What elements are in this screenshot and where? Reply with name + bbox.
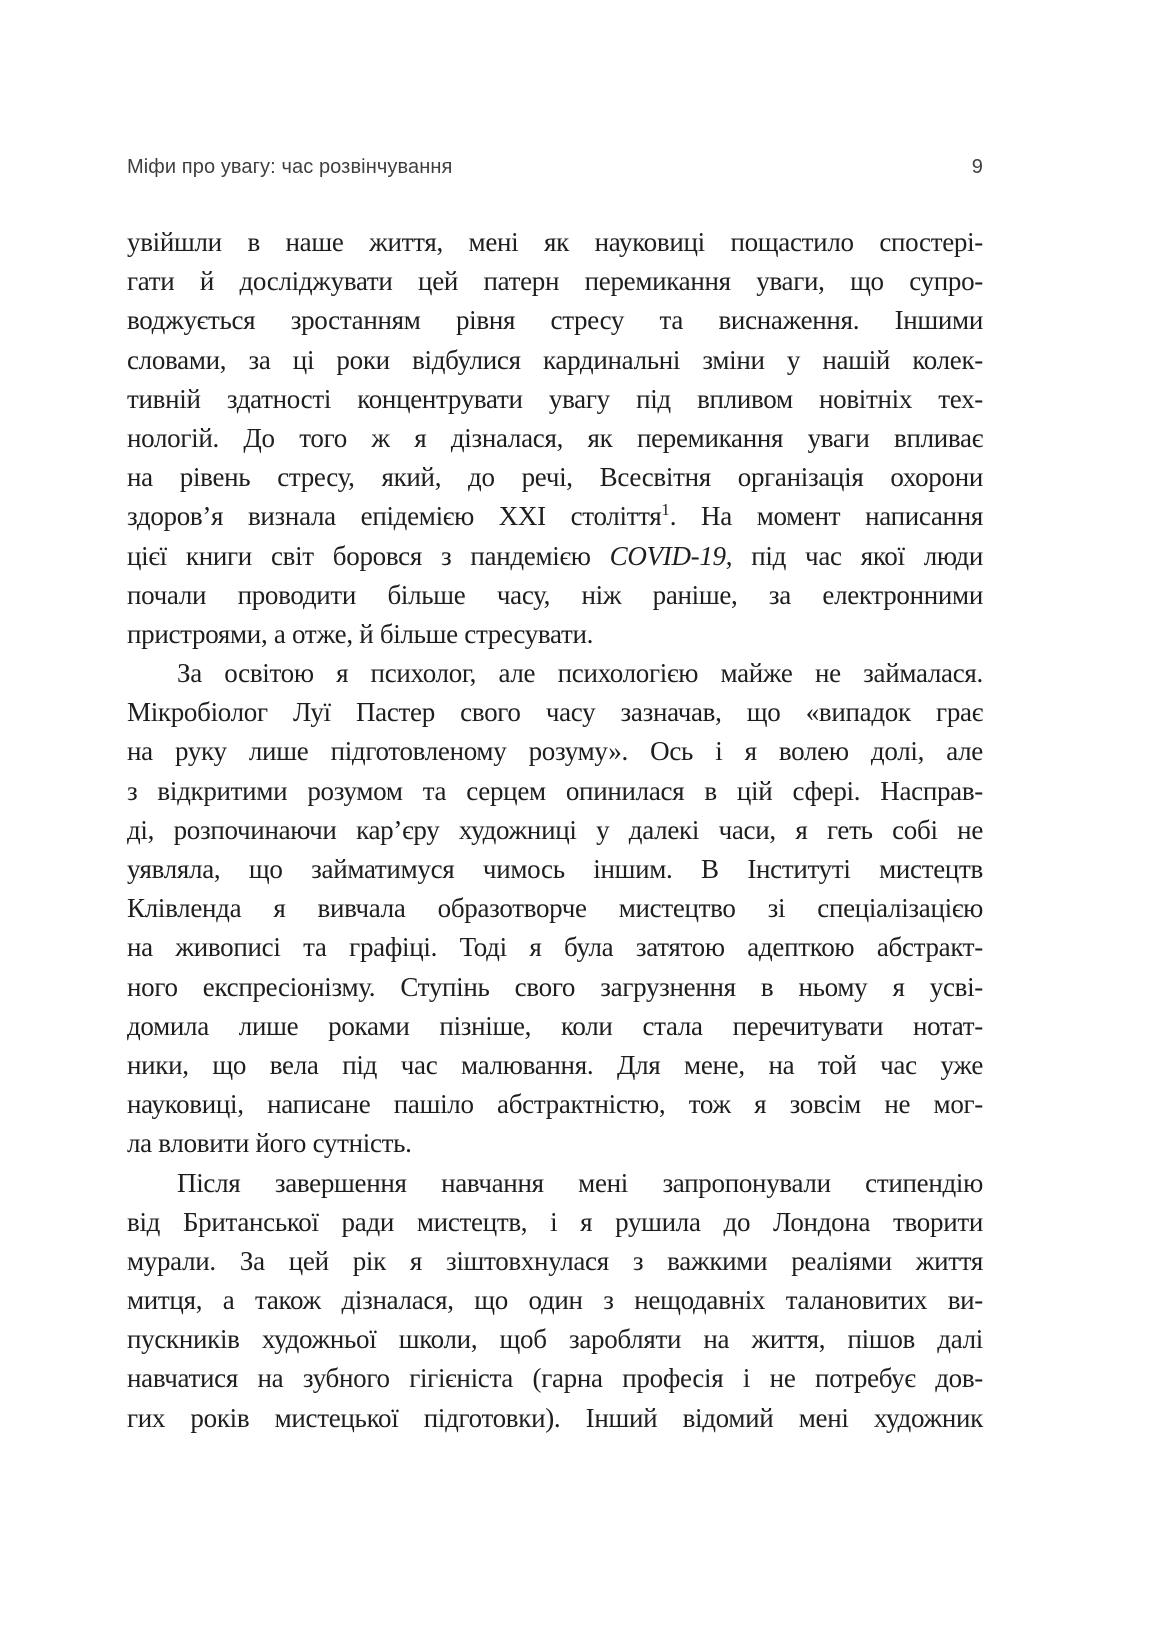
- body-line: [127, 1359, 983, 1398]
- body-line: [127, 223, 983, 262]
- text-segment: Після завершення навчання мені запропонували стипендію: [177, 1167, 983, 1198]
- footnote-marker: 1: [661, 500, 670, 520]
- text-segment: уявляла, що займатимуся чимось іншим. В Інституті мистецтв: [127, 854, 983, 884]
- body-line: [127, 889, 983, 928]
- paragraph: [127, 223, 983, 654]
- body-line: [127, 654, 983, 693]
- italic-text-segment: COVID-19: [609, 540, 726, 571]
- body-line: [127, 458, 983, 497]
- text-segment: цієї книги світ боровся з пандемією: [127, 540, 610, 571]
- text-segment: воджується зростанням рівня стресу та виснаження. Іншими: [127, 305, 983, 336]
- text-segment: нологій. До того ж я дізналася, як перемикання уваги впливає: [127, 422, 983, 453]
- text-segment: , під час якої люди: [725, 540, 983, 571]
- text-segment: на живописі та графіці. Тоді я була затятою адепткою абстракт-: [127, 932, 983, 963]
- text-segment: пристроями, а отже, й більше стресувати.: [127, 618, 594, 649]
- page-number: 9: [971, 156, 983, 178]
- body-line: [127, 301, 983, 340]
- paragraph: [127, 1164, 983, 1438]
- body-line: [127, 850, 983, 889]
- text-segment: . На момент написання: [669, 501, 983, 532]
- body-line: [127, 262, 983, 301]
- body-line: [127, 341, 983, 380]
- text-segment: на руку лише підготовленому розуму». Ось і я волею долі, але: [127, 736, 983, 767]
- text-segment: увійшли в наше життя, мені як науковиці пощастило спостері-: [127, 227, 983, 257]
- text-segment: від Британської ради мистецтв, і я рушила до Лондона творити: [127, 1206, 983, 1237]
- text-segment: Мікробіолог Луї Пастер свого часу зазначав, що «випадок грає: [127, 697, 983, 728]
- body-line: [127, 1203, 983, 1242]
- body-line: [127, 1085, 983, 1124]
- body-line: [127, 419, 983, 458]
- body-line: [127, 968, 983, 1007]
- body-line: [127, 811, 983, 850]
- text-segment: домила лише роками пізніше, коли стала перечитувати нотат-: [127, 1010, 983, 1041]
- body-line: [127, 928, 983, 967]
- body-line: [127, 693, 983, 732]
- body-line: [127, 1007, 983, 1046]
- text-segment: з відкритими розумом та серцем опинилася в цій сфері. Насправ-: [127, 775, 983, 806]
- running-title: Міфи про увагу: час розвінчування: [127, 156, 453, 178]
- text-segment: ники, що вела під час малювання. Для мене, на той час уже: [127, 1049, 983, 1080]
- text-segment: ного експресіонізму. Ступінь свого загрузнення в ньому я усві-: [127, 971, 983, 1002]
- text-segment: на рівень стресу, який, до речі, Всесвітня організація охорони: [127, 462, 983, 493]
- text-segment: гати й досліджувати цей патерн перемикання уваги, що супро-: [127, 266, 983, 297]
- text-segment: митця, а також дізналася, що один з нещодавніх талановитих ви-: [127, 1285, 983, 1316]
- text-segment: ді, розпочинаючи кар’єру художниці у далекі часи, я геть собі не: [127, 814, 983, 845]
- body-line: [127, 1046, 983, 1085]
- running-header: [127, 155, 983, 179]
- text-segment: тивній здатності концентрувати увагу під впливом новітніх тех-: [127, 383, 983, 414]
- body-line: [127, 537, 983, 576]
- text-segment: почали проводити більше часу, ніж раніше, за електронними: [127, 579, 983, 610]
- text-segment: мурали. За цей рік я зіштовхнулася з важкими реаліями життя: [127, 1245, 983, 1276]
- text-segment: словами, за ці роки відбулися кардинальні зміни у нашій колек-: [127, 344, 983, 375]
- body-line: [127, 1124, 983, 1163]
- body-line: [127, 1242, 983, 1281]
- body-line: [127, 1399, 983, 1438]
- text-segment: ла вловити його сутність.: [127, 1128, 412, 1159]
- text-block: [127, 223, 983, 1438]
- text-segment: науковиці, написане пашіло абстрактністю, тож я зовсім не мог-: [127, 1089, 983, 1120]
- body-line: [127, 576, 983, 615]
- text-segment: Клівленда я вивчала образотворче мистецтво зі спеціалізацією: [127, 893, 983, 924]
- text-segment: гих років мистецької підготовки). Інший відомий мені художник: [127, 1402, 983, 1433]
- body-line: [127, 732, 983, 771]
- text-segment: За освітою я психолог, але психологією майже не займалася.: [177, 658, 983, 689]
- body-line: [127, 615, 983, 654]
- body-line: [127, 1281, 983, 1320]
- body-line: [127, 380, 983, 419]
- text-segment: здоров’я визнала епідемією XXI століття: [127, 501, 662, 532]
- body-line: [127, 1320, 983, 1359]
- text-segment: навчатися на зубного гігієніста (гарна професія і не потребує дов-: [127, 1363, 983, 1394]
- body-line: [127, 497, 983, 536]
- text-segment: пускників художньої школи, щоб заробляти на життя, пішов далі: [127, 1324, 983, 1355]
- body-line: [127, 772, 983, 811]
- body-line: [127, 1164, 983, 1203]
- paragraph: [127, 654, 983, 1163]
